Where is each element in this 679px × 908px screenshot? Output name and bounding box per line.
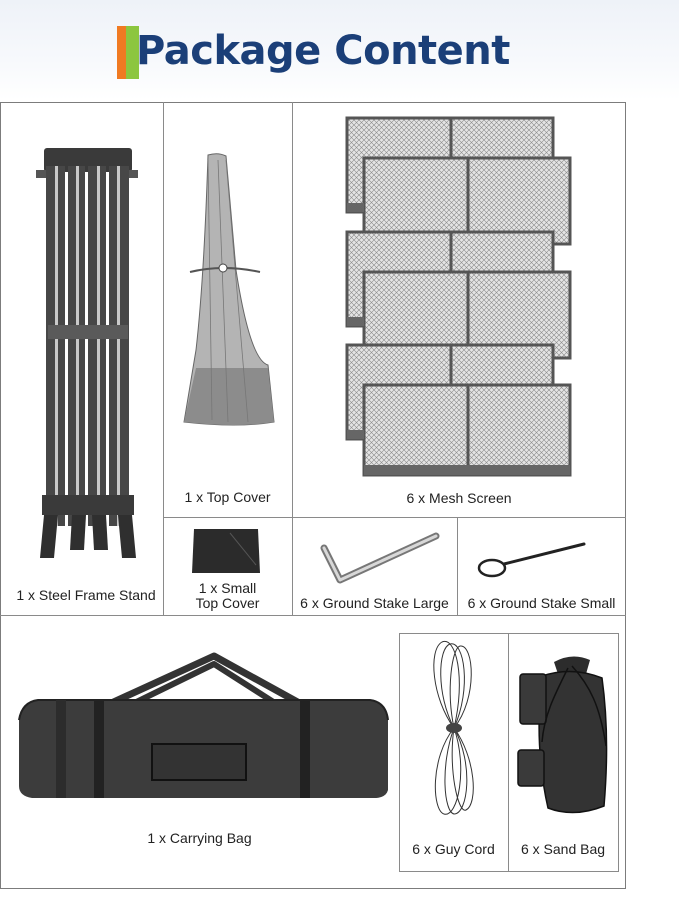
- guy-cord-icon: [426, 638, 482, 820]
- mesh-screen-icon: [344, 115, 574, 481]
- steel-frame-icon: [28, 140, 148, 560]
- top-cover-label: 1 x Top Cover: [184, 489, 271, 505]
- page-title: Package Content: [136, 28, 510, 74]
- guy-cord-label: 6 x Guy Cord: [412, 841, 495, 857]
- small-top-cover-label-line1: 1 x Small: [198, 580, 257, 596]
- divider: [163, 517, 626, 518]
- divider: [399, 633, 400, 872]
- carrying-bag-label: 1 x Carrying Bag: [147, 830, 252, 846]
- ground-stake-large-icon: [318, 528, 444, 588]
- ground-stake-large-label: 6 x Ground Stake Large: [300, 595, 449, 611]
- divider: [399, 633, 619, 634]
- top-cover-icon: [178, 150, 278, 430]
- sand-bag-icon: [514, 646, 614, 818]
- carrying-bag-icon: [16, 650, 390, 800]
- ground-stake-small-icon: [476, 540, 588, 582]
- frame-stand-label: 1 x Steel Frame Stand: [16, 587, 156, 603]
- divider: [163, 102, 164, 615]
- divider: [399, 871, 619, 872]
- divider: [618, 633, 619, 872]
- small-top-cover-label-line2: Top Cover: [195, 595, 260, 611]
- ground-stake-small-label: 6 x Ground Stake Small: [467, 595, 616, 611]
- divider: [0, 615, 626, 616]
- sand-bag-label: 6 x Sand Bag: [520, 841, 606, 857]
- divider: [292, 102, 293, 615]
- small-top-cover-icon: [190, 525, 262, 577]
- mesh-screen-label: 6 x Mesh Screen: [406, 490, 512, 506]
- divider: [508, 633, 509, 872]
